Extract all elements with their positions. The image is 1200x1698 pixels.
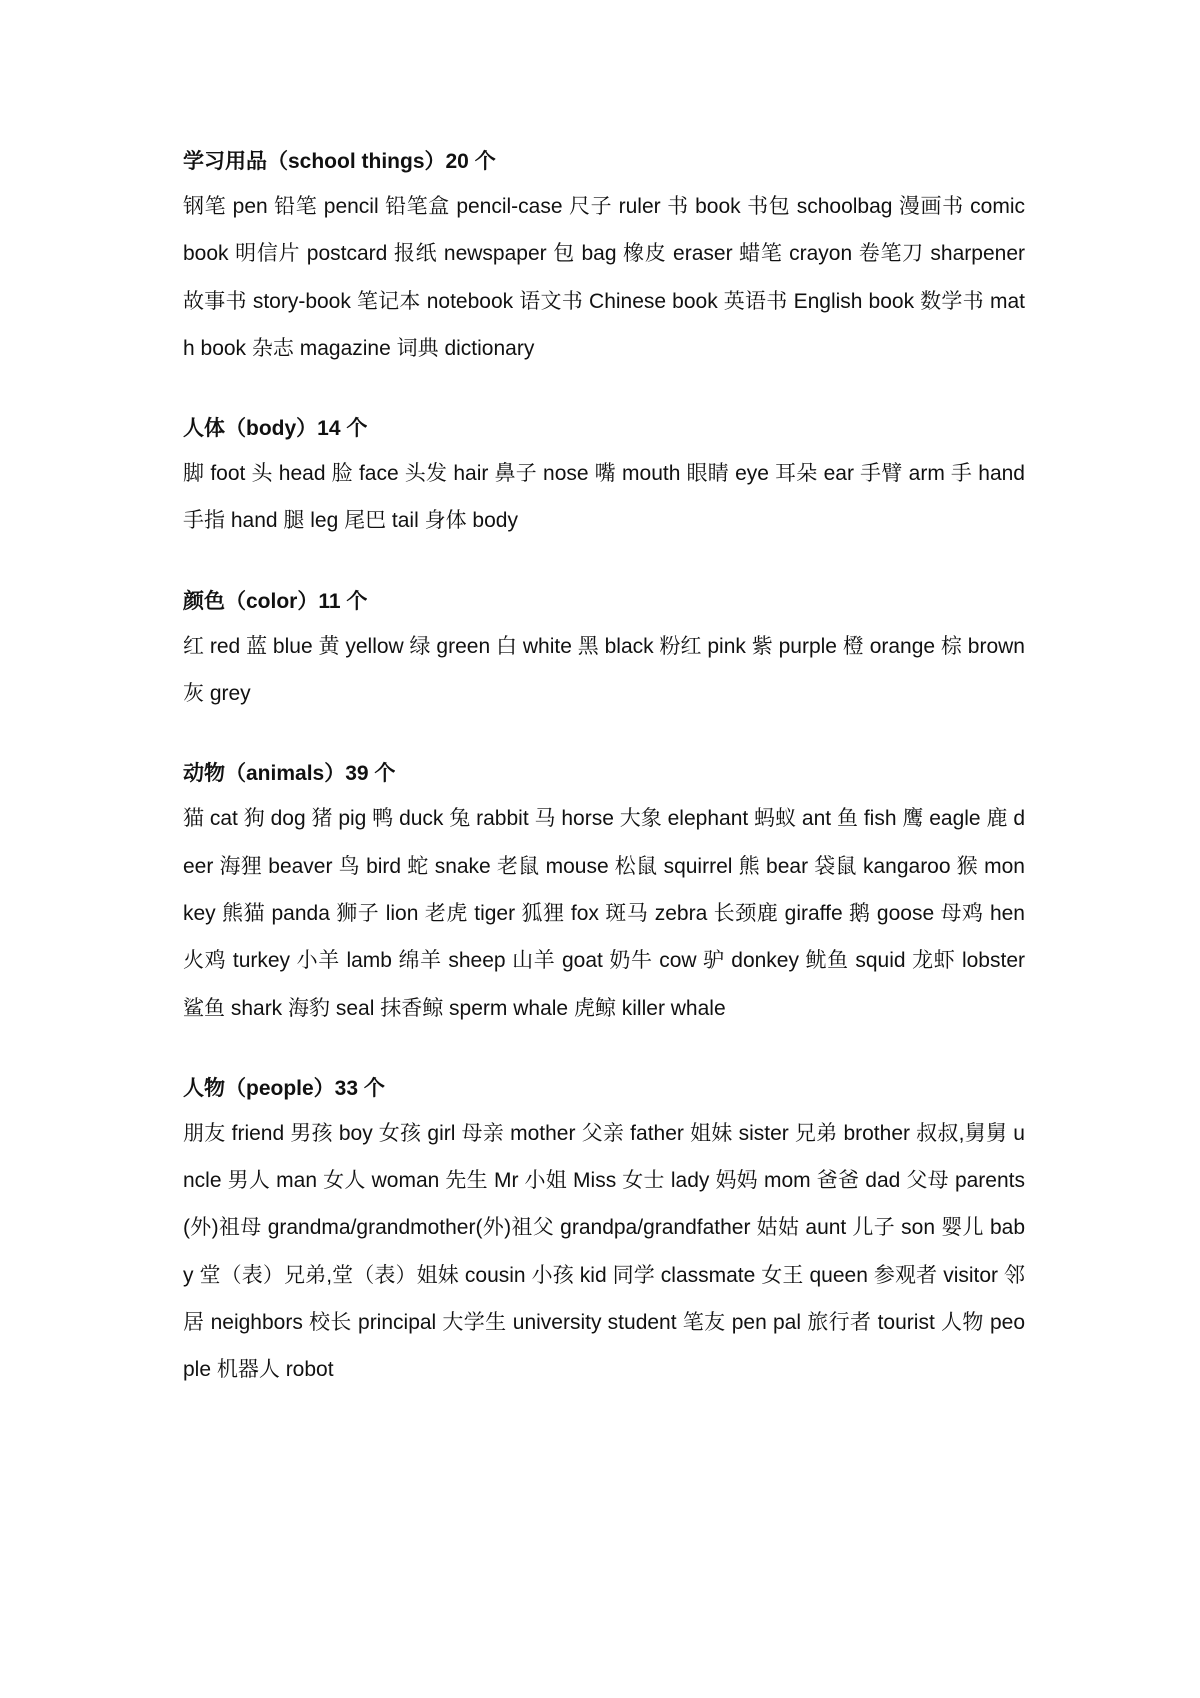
section-heading: 人体（body）14 个 [183, 417, 368, 441]
section-heading: 学习用品（school things）20 个 [183, 150, 496, 173]
section-heading: 颜色（color）11 个 [183, 589, 368, 613]
vocabulary-paragraph: 钢笔 pen 铅笔 pencil 铅笔盒 pencil-case 尺子 ruler 书 book 书包 schoolbag 漫画书 comic book 明信片 postcard 报纸 newspaper 包 bag 橡皮 eraser 蜡笔 crayon 卷笔刀 sharpener 故事书 story-book 笔记本 notebook 语文书 Chinese book 英语书 English book 数学书 math book 杂志 magazine 词典 dictionary [183, 195, 1025, 360]
vocabulary-paragraph: 脚 foot 头 head 脸 face 头发 hair 鼻子 nose 嘴 mouth 眼睛 eye 耳朵 ear 手臂 arm 手 hand 手指 hand 腿 leg 尾巴 tail 身体 body [183, 462, 1025, 533]
vocabulary-paragraph: 红 red 蓝 blue 黄 yellow 绿 green 白 white 黑 black 粉红 pink 紫 purple 橙 orange 棕 brown 灰 grey [183, 634, 1025, 706]
section-heading: 人物（people）33 个 [183, 1076, 385, 1100]
section-school-things [183, 150, 1025, 372]
vocabulary-paragraph: 朋友 friend 男孩 boy 女孩 girl 母亲 mother 父亲 father 姐妹 sister 兄弟 brother 叔叔,舅舅 uncle 男人 man 女人 woman 先生 Mr 小姐 Miss 女士 lady 妈妈 mom 爸爸 dad 父母 parents(外)祖母 grandma/grandmother(外)祖父 grandpa/grandfather 姑姑 aunt 儿子 son 婴儿 baby 堂（表）兄弟,堂（表）姐妹 cousin 小孩 kid 同学 classmate 女王 queen 参观者 visitor 邻居 neighbors 校长 principal 大学生 university student 笔友 pen pal 旅行者 tourist 人物 people 机器人 robot [183, 1121, 1025, 1382]
vocabulary-paragraph: 猫 cat 狗 dog 猪 pig 鸭 duck 兔 rabbit 马 horse 大象 elephant 蚂蚁 ant 鱼 fish 鹰 eagle 鹿 deer 海狸 beaver 鸟 bird 蛇 snake 老鼠 mouse 松鼠 squirrel 熊 bear 袋鼠 kangaroo 猴 monkey 熊猫 panda 狮子 lion 老虎 tiger 狐狸 fox 斑马 zebra 长颈鹿 giraffe 鹅 goose 母鸡 hen 火鸡 turkey 小羊 lamb 绵羊 sheep 山羊 goat 奶牛 cow 驴 donkey 鱿鱼 squid 龙虾 lobster 鲨鱼 shark 海豹 seal 抹香鲸 sperm whale 虎鲸 killer whale [183, 807, 1025, 1020]
section-heading: 动物（animals）39 个 [183, 762, 396, 786]
section-body [183, 417, 1025, 545]
section-animals [183, 762, 1025, 1031]
section-color [183, 590, 1025, 718]
section-people [183, 1077, 1025, 1394]
document-page [183, 150, 1025, 1439]
